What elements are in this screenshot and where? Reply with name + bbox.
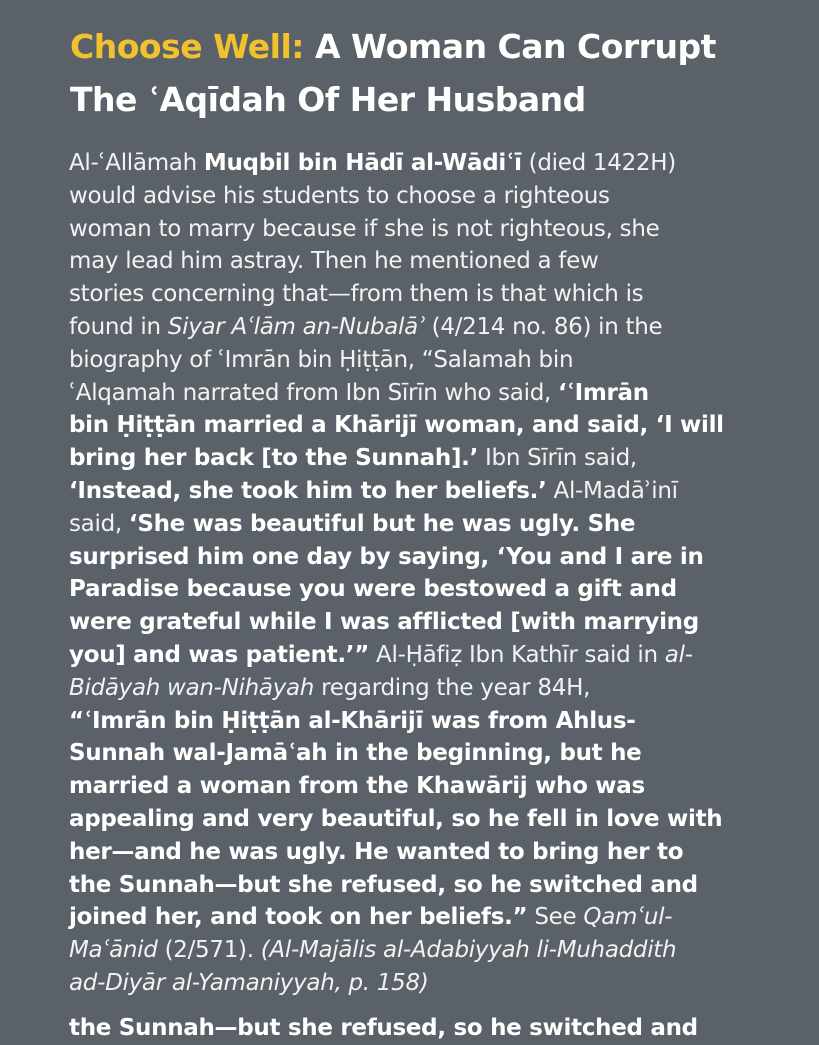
body-line bbox=[69, 639, 759, 672]
body-line: biography of ʿImrān bin Ḥiṭṭān, “Salamah bin bbox=[69, 346, 574, 373]
body-line bbox=[69, 901, 759, 934]
book-title: Qamʿul- bbox=[583, 904, 673, 931]
quote-text: ‘She was beautiful but he was ugly. She bbox=[128, 510, 636, 537]
quote-text: you] and was patient.’” bbox=[69, 641, 370, 668]
body-line: stories concerning that—from them is that which is bbox=[69, 281, 644, 308]
body-line: woman to marry because if she is not righteous, she bbox=[69, 215, 660, 242]
body-text: ʿAlqamah narrated from Ibn Sīrīn who said, bbox=[69, 379, 559, 406]
body-line bbox=[69, 836, 759, 869]
quote-text: were grateful while I was afflicted [with marrying bbox=[69, 609, 699, 636]
body-text: found in bbox=[69, 313, 168, 340]
quote-text: married a woman from the Khawārij who was bbox=[69, 773, 645, 800]
book-title: al- bbox=[664, 641, 693, 668]
body-text: Al-ʿAllāmah bbox=[69, 150, 204, 176]
body-line bbox=[69, 475, 759, 508]
book-title: Maʿānid bbox=[69, 937, 158, 964]
quote-text: joined her, and took on her beliefs.” bbox=[69, 904, 528, 931]
body-line bbox=[69, 770, 759, 803]
title-rest: A Woman Can Corrupt bbox=[304, 27, 716, 66]
quote-text: bin Ḥiṭṭān married a Khārijī woman, and said, ‘I will bbox=[69, 412, 724, 439]
body-line bbox=[69, 573, 759, 606]
body-text: (4/214 no. 86) in the bbox=[424, 313, 663, 340]
cropped-text: the Sunnah—but she refused, so he switched and bbox=[69, 1015, 698, 1041]
body-line bbox=[69, 311, 759, 344]
book-title: Siyar Aʿlām an-Nubalāʾ bbox=[167, 313, 425, 340]
source-citation: ad-Diyār al-Yamaniyyah, p. 158) bbox=[69, 969, 429, 996]
body-line bbox=[69, 967, 759, 1000]
body-text: regarding the year 84H, bbox=[314, 674, 591, 701]
source-citation: (Al-Majālis al-Adabiyyah li-Muhaddith bbox=[260, 937, 677, 964]
quote-text: Sunnah wal-Jamāʿah in the beginning, but he bbox=[69, 740, 642, 767]
title-accent: Choose Well: bbox=[70, 27, 304, 66]
body-text: (2/571). bbox=[157, 937, 261, 964]
body-line bbox=[69, 705, 759, 738]
body-line bbox=[69, 672, 759, 705]
body-line bbox=[69, 147, 759, 180]
body-line bbox=[69, 377, 759, 410]
body-line bbox=[69, 803, 759, 836]
quote-text: appealing and very beautiful, so he fell in love with bbox=[69, 805, 723, 832]
body-line bbox=[69, 606, 759, 639]
title-line-2: The ʿAqīdah Of Her Husband bbox=[70, 80, 586, 119]
quote-text: surprised him one day by saying, ‘You and I are in bbox=[69, 543, 704, 570]
body-line bbox=[69, 541, 759, 574]
book-title: Bidāyah wan-Nihāyah bbox=[69, 674, 315, 701]
quote-text: Paradise because you were bestowed a gift and bbox=[69, 576, 677, 603]
body-text: See bbox=[527, 904, 584, 931]
body-line: would advise his students to choose a righteous bbox=[69, 182, 610, 209]
body-line bbox=[69, 442, 759, 475]
body-line bbox=[69, 934, 759, 967]
body-line bbox=[69, 508, 759, 541]
body-line bbox=[69, 737, 759, 770]
body-text: Al-Ḥāfiẓ Ibn Kathīr said in bbox=[369, 641, 665, 668]
cropped-text-line bbox=[69, 1012, 769, 1042]
body-line: may lead him astray. Then he mentioned a few bbox=[69, 248, 599, 275]
body-line bbox=[69, 869, 759, 902]
article-body bbox=[69, 147, 759, 1000]
scholar-name: Muqbil bin Hādī al-Wādiʿī bbox=[203, 150, 522, 176]
body-line bbox=[69, 409, 759, 442]
quote-text: her—and he was ugly. He wanted to bring her to bbox=[69, 838, 684, 865]
article-title bbox=[70, 20, 770, 126]
quote-text: ‘ʿImrān bbox=[558, 379, 649, 406]
body-text: (died 1422H) bbox=[521, 150, 676, 176]
quote-text: the Sunnah—but she refused, so he switched and bbox=[69, 871, 698, 898]
quote-text: bring her back [to the Sunnah].’ bbox=[69, 445, 479, 472]
body-text: Al-Madāʾinī bbox=[546, 477, 678, 504]
quote-text: ‘Instead, she took him to her beliefs.’ bbox=[69, 477, 547, 504]
quote-text: “ʿImrān bin Ḥiṭṭān al-Khārijī was from Ahlus- bbox=[69, 707, 636, 734]
body-text: Ibn Sīrīn said, bbox=[478, 445, 637, 472]
body-text: said, bbox=[69, 510, 129, 537]
